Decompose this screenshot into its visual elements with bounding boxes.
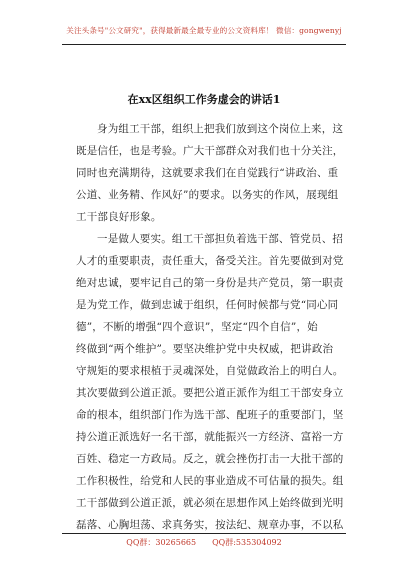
body-line: 是为党工作，做到忠诚于组织，任何时候都与党“同心同 xyxy=(76,299,339,311)
body-line: 身为组工干部，组织上把我们放到这个岗位上来，这 xyxy=(97,123,344,135)
body-line: 终做到“两个维护”。要坚决维护党中央权威，把讲政治 xyxy=(76,343,334,355)
body-line: 其次要做到公道正派。要把公道正派作为组工干部安身立 xyxy=(76,387,344,399)
body-line: 工干部做到公道正派，就必须在思想作风上始终做到光明 xyxy=(76,497,344,509)
footer xyxy=(0,537,408,548)
document-title: 在xx区组织工作务虚会的讲话1 xyxy=(127,93,281,106)
body-line: 德”，不断的增强“四个意识”，坚定“四个自信”，始 xyxy=(76,321,318,333)
body-line: 守规矩的要求根植于灵魂深处，自觉做政治上的明白人。 xyxy=(76,365,344,377)
header-divider xyxy=(62,44,346,45)
body-line: 工干部良好形象。 xyxy=(76,211,162,223)
body-line: 命的根本，组织部门作为选干部、配班子的重要部门，坚 xyxy=(76,409,344,421)
document-body xyxy=(76,118,352,536)
body-line: 公道、业务精、作风好”的要求。以务实的作风，展现组 xyxy=(76,189,339,201)
body-line: 既是信任，也是考验。广大干部群众对我们也十分关注， xyxy=(76,145,344,157)
body-line: 磊落、心胸坦荡、求真务实，按法纪、规章办事，不以私 xyxy=(76,519,344,531)
footer-divider xyxy=(62,533,346,534)
footer-qq-group-1: QQ群：30265665 xyxy=(126,538,197,547)
body-line: 绝对忠诚，要牢记自己的第一身份是共产党员，第一职责 xyxy=(76,277,344,289)
body-line: 百姓、稳定一方政局。反之，就会挫伤打击一大批干部的 xyxy=(76,453,344,465)
body-line: 持公道正派选好一名干部，就能振兴一方经济、富裕一方 xyxy=(76,431,344,443)
body-line: 人才的重要职责，责任重大，备受关注。首先要做到对党 xyxy=(76,255,344,267)
body-line: 工作积极性，给党和人民的事业造成不可估量的损失。组 xyxy=(76,475,344,487)
body-line: 一是做人要实。组工干部担负着选干部、管党员、招 xyxy=(97,233,344,245)
footer-qq-group-2: QQ群:535304092 xyxy=(212,538,282,547)
body-line: 同时也充满期待，这就要求我们在自觉践行“讲政治、重 xyxy=(76,167,339,179)
header-banner: 关注头条号"公文研究"，获得最新最全最专业的公文资料库！ 微信：gongwenyj xyxy=(66,26,342,35)
